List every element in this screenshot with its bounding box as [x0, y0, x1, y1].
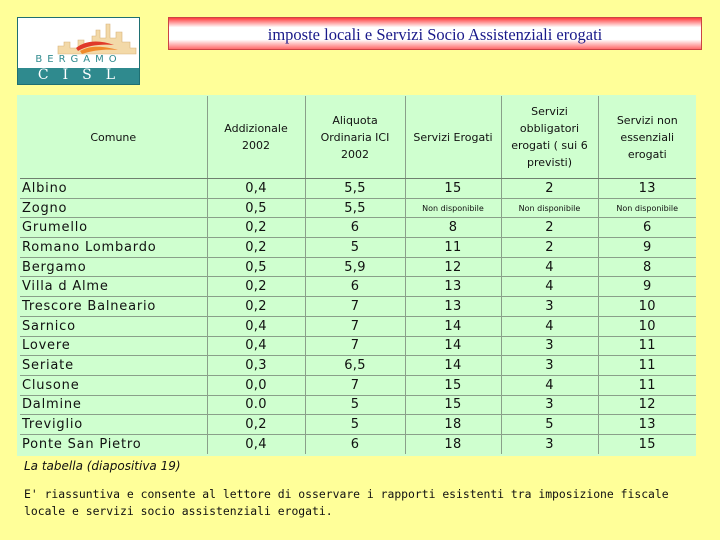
cell-obbligatori: 4	[501, 375, 598, 395]
cell-comune: Dalmine	[20, 395, 207, 415]
cell-aliquota: 7	[305, 375, 405, 395]
cell-servizi: 15	[405, 179, 501, 199]
cell-non-essenziali: Non disponibile	[598, 198, 696, 218]
cell-non-essenziali: 12	[598, 395, 696, 415]
cell-aliquota: 6,5	[305, 356, 405, 376]
cell-non-essenziali: 11	[598, 336, 696, 356]
cell-obbligatori: 3	[501, 356, 598, 376]
page-title: imposte locali e Servizi Socio Assistenziali erogati	[168, 17, 702, 50]
cell-obbligatori: 2	[501, 179, 598, 199]
cell-addizionale: 0,4	[207, 179, 305, 199]
column-header-addizionale: Addizionale 2002	[207, 96, 305, 179]
cell-aliquota: 5	[305, 395, 405, 415]
table-row	[20, 218, 696, 238]
cell-addizionale: 0,2	[207, 415, 305, 435]
cell-addizionale: 0,5	[207, 198, 305, 218]
table-row	[20, 336, 696, 356]
cell-servizi: 11	[405, 238, 501, 258]
data-table	[20, 96, 696, 454]
cell-non-essenziali: 10	[598, 316, 696, 336]
cell-aliquota: 7	[305, 316, 405, 336]
column-header-aliquota-ici: Aliquota Ordinaria ICI 2002	[305, 96, 405, 179]
cell-servizi: 12	[405, 257, 501, 277]
table-caption: La tabella (diapositiva 19)	[24, 459, 181, 473]
cell-addizionale: 0,4	[207, 316, 305, 336]
cell-addizionale: 0,5	[207, 257, 305, 277]
cell-non-essenziali: 6	[598, 218, 696, 238]
cell-obbligatori: 3	[501, 395, 598, 415]
cell-non-essenziali: 9	[598, 277, 696, 297]
cell-servizi: 15	[405, 375, 501, 395]
table-description: E' riassuntiva e consente al lettore di osservare i rapporti esistenti tra imposizione fiscale locale e servizi socio assistenziali erogati.	[24, 487, 669, 518]
cell-obbligatori: 2	[501, 218, 598, 238]
cell-non-essenziali: 13	[598, 179, 696, 199]
cell-non-essenziali: 8	[598, 257, 696, 277]
cell-servizi: 14	[405, 316, 501, 336]
table-row	[20, 316, 696, 336]
cell-aliquota: 5,5	[305, 198, 405, 218]
cell-addizionale: 0,2	[207, 218, 305, 238]
column-header-servizi-obbligatori: Servizi obbligatori erogati ( sui 6 previsti)	[501, 96, 598, 179]
cell-servizi: 15	[405, 395, 501, 415]
cell-aliquota: 5,5	[305, 179, 405, 199]
cell-servizi: 18	[405, 434, 501, 453]
cell-servizi: 13	[405, 297, 501, 317]
data-table-panel	[17, 95, 696, 456]
cell-comune: Treviglio	[20, 415, 207, 435]
cell-servizi: 14	[405, 336, 501, 356]
cell-comune: Bergamo	[20, 257, 207, 277]
cell-comune: Villa d Alme	[20, 277, 207, 297]
cell-servizi: 13	[405, 277, 501, 297]
cell-obbligatori: 4	[501, 257, 598, 277]
cell-obbligatori: 4	[501, 277, 598, 297]
table-row	[20, 238, 696, 258]
cell-servizi: 18	[405, 415, 501, 435]
cell-servizi: 14	[405, 356, 501, 376]
cell-comune: Trescore Balneario	[20, 297, 207, 317]
cell-addizionale: 0,4	[207, 434, 305, 453]
cell-addizionale: 0,2	[207, 297, 305, 317]
table-header-row	[20, 96, 696, 179]
table-row	[20, 297, 696, 317]
cell-comune: Romano Lombardo	[20, 238, 207, 258]
cell-addizionale: 0.0	[207, 395, 305, 415]
column-header-comune: Comune	[20, 96, 207, 179]
table-row	[20, 375, 696, 395]
cell-addizionale: 0,0	[207, 375, 305, 395]
table-row	[20, 257, 696, 277]
cell-obbligatori: 4	[501, 316, 598, 336]
cell-addizionale: 0,3	[207, 356, 305, 376]
table-row	[20, 395, 696, 415]
cell-non-essenziali: 11	[598, 356, 696, 376]
cell-comune: Lovere	[20, 336, 207, 356]
cell-non-essenziali: 11	[598, 375, 696, 395]
cell-aliquota: 6	[305, 218, 405, 238]
column-header-servizi-non-essenziali: Servizi non essenziali erogati	[598, 96, 696, 179]
cell-comune: Sarnico	[20, 316, 207, 336]
cell-comune: Zogno	[20, 198, 207, 218]
cell-aliquota: 6	[305, 434, 405, 453]
column-header-servizi-erogati: Servizi Erogati	[405, 96, 501, 179]
cell-non-essenziali: 10	[598, 297, 696, 317]
table-row	[20, 356, 696, 376]
cell-comune: Grumello	[20, 218, 207, 238]
cell-servizi: Non disponibile	[405, 198, 501, 218]
cell-aliquota: 7	[305, 336, 405, 356]
cell-comune: Seriate	[20, 356, 207, 376]
cell-aliquota: 6	[305, 277, 405, 297]
cisl-logo	[17, 17, 140, 85]
cell-addizionale: 0,4	[207, 336, 305, 356]
cell-comune: Clusone	[20, 375, 207, 395]
cell-addizionale: 0,2	[207, 277, 305, 297]
table-row	[20, 434, 696, 453]
cell-non-essenziali: 13	[598, 415, 696, 435]
cell-obbligatori: 3	[501, 434, 598, 453]
cell-obbligatori: 3	[501, 297, 598, 317]
logo-bergamo-text: BERGAMO	[35, 54, 122, 65]
cell-non-essenziali: 9	[598, 238, 696, 258]
cell-addizionale: 0,2	[207, 238, 305, 258]
table-row	[20, 415, 696, 435]
cell-comune: Albino	[20, 179, 207, 199]
cell-obbligatori: 5	[501, 415, 598, 435]
cell-obbligatori: 3	[501, 336, 598, 356]
table-row	[20, 179, 696, 199]
table-row	[20, 277, 696, 297]
cell-aliquota: 5	[305, 415, 405, 435]
cell-aliquota: 7	[305, 297, 405, 317]
cell-obbligatori: 2	[501, 238, 598, 258]
cell-non-essenziali: 15	[638, 436, 656, 452]
cell-obbligatori: Non disponibile	[501, 198, 598, 218]
cell-aliquota: 5	[305, 238, 405, 258]
cell-servizi: 8	[405, 218, 501, 238]
cell-aliquota: 5,9	[305, 257, 405, 277]
cell-comune: Ponte San Pietro	[20, 434, 207, 453]
logo-cisl-text: CISL	[37, 67, 130, 83]
table-row	[20, 198, 696, 218]
